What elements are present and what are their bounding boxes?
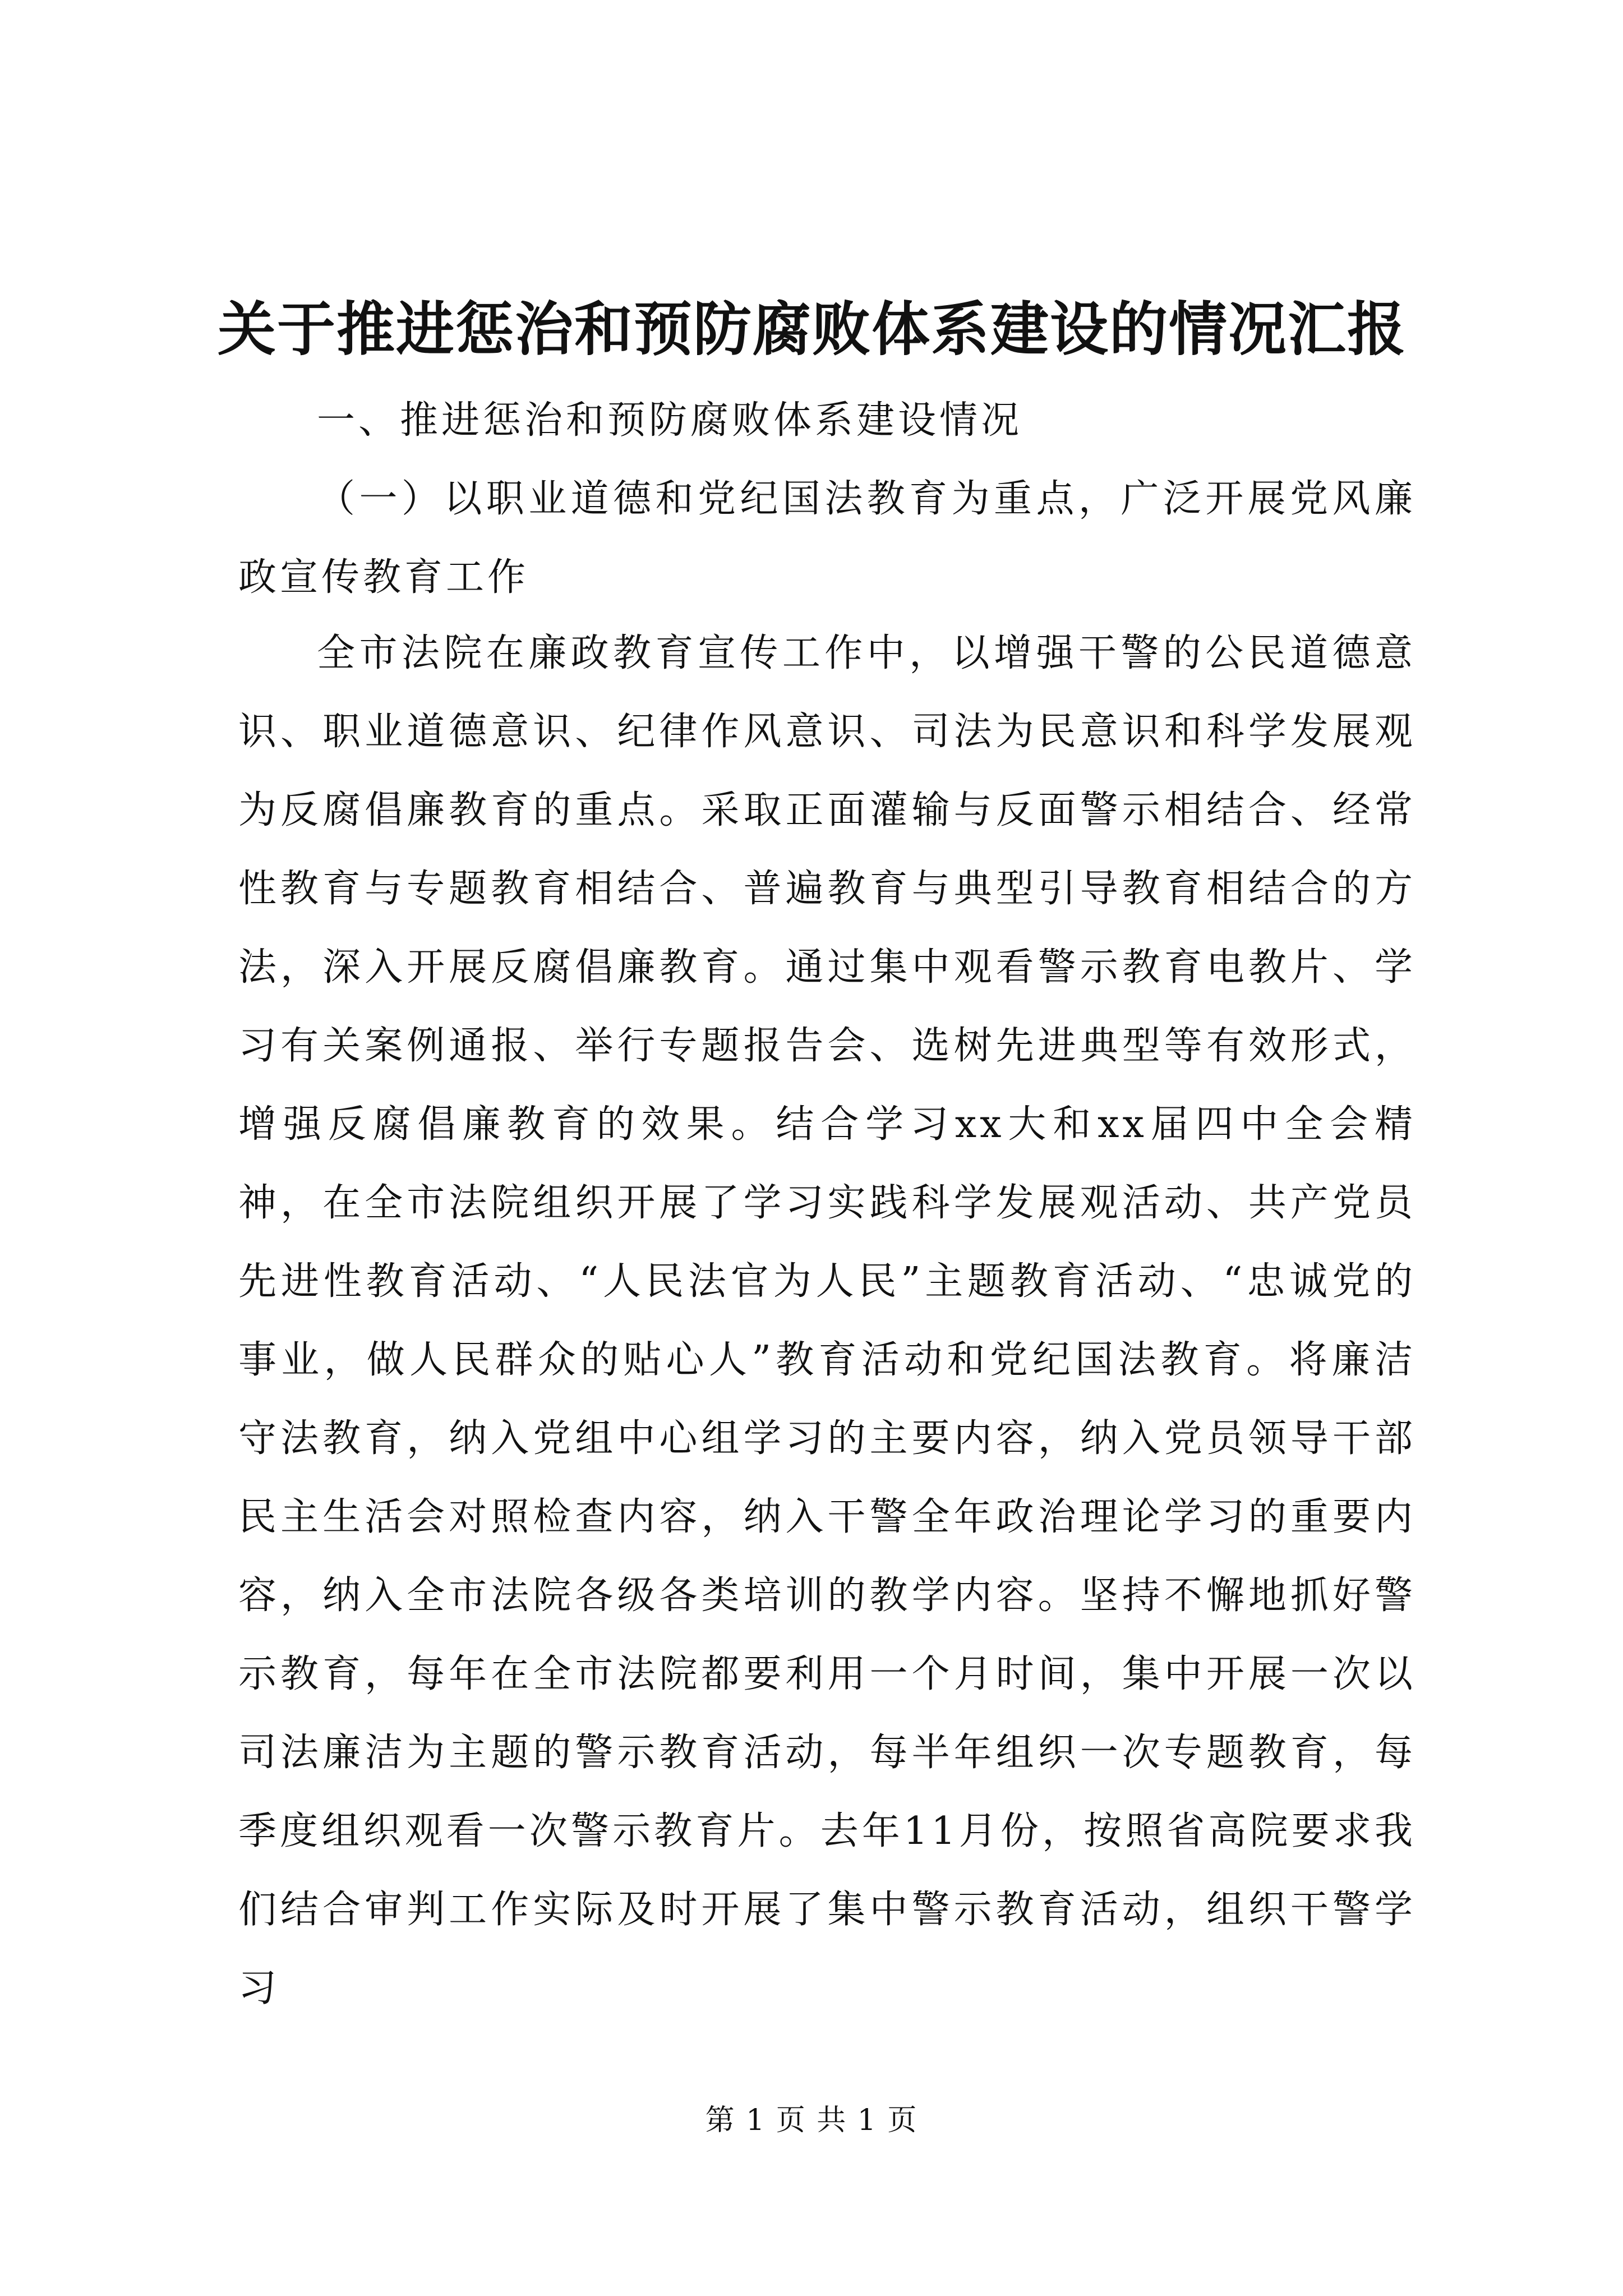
subsection-heading: （一）以职业道德和党纪国法教育为重点，广泛开展党风廉政宣传教育工作	[238, 477, 1416, 600]
page-footer: 第 1 页 共 1 页	[705, 2104, 918, 2137]
section-heading: 一、推进惩治和预防腐败体系建设情况	[317, 398, 1023, 443]
document-title: 关于推进惩治和预防腐败体系建设的情况汇报	[218, 295, 1407, 364]
body-paragraph: 全市法院在廉政教育宣传工作中，以增强干警的公民道德意识、职业道德意识、纪律作风意识、司法为民意识和科学发展观为反腐倡廉教育的重点。采取正面灌输与反面警示相结合、经常性教育与专题教育相结合、普遍教育与典型引导教育相结合的方法，深入开展反腐倡廉教育。通过集中观看警示教育电教片、学习有关案例通报、举行专题报告会、选树先进典型等有效形式，增强反腐倡廉教育的效果。结合学习xx大和xx届四中全会精神，在全市法院组织开展了学习实践科学发展观活动、共产党员先进性教育活动、“人民法官为人民”主题教育活动、“忠诚党的事业，做人民群众的贴心人”教育活动和党纪国法教育。将廉洁守法教育，纳入党组中心组学习的主要内容，纳入党员领导干部民主生活会对照检查内容，纳入干警全年政治理论学习的重要内容，纳入全市法院各级各类培训的教学内容。坚持不懈地抓好警示教育，每年在全市法院都要利用一个月时间，集中开展一次以司法廉洁为主题的警示教育活动，每半年组织一次专题教育，每季度组织观看一次警示教育片。去年11月份，按照省高院要求我们结合审判工作实际及时开展了集中警示教育活动，组织干警学习	[238, 631, 1416, 2010]
